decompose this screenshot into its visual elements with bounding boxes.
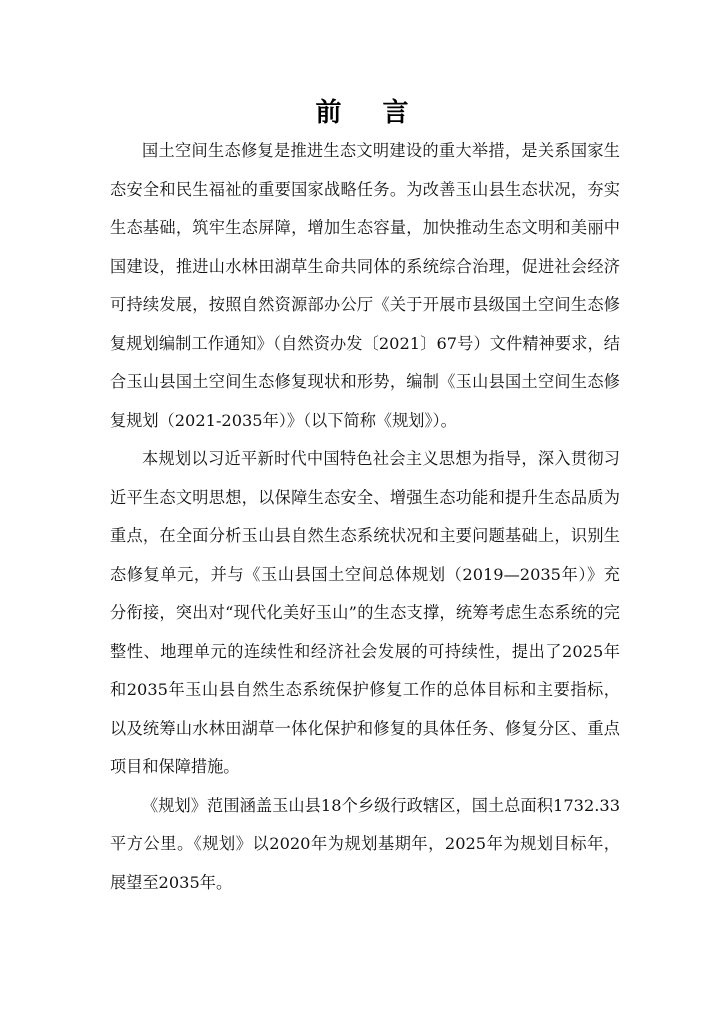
paragraph-1: 国土空间生态修复是推进生态文明建设的重大举措，是关系国家生态安全和民生福祉的重要国家战略任务。为改善玉山县生态状况，夯实生态基础，筑牢生态屏障，增加生态容量，加快推动生态文明和美丽中国建设，推进山水林田湖草生命共同体的系统综合治理，促进社会经济可持续发展，按照自然资源部办公厅《关于开展市县级国土空间生态修复规划编制工作通知》（自然资办发〔2021〕67号）文件精神要求，结合玉山县国土空间生态修复现状和形势，编制《玉山县国土空间生态修复规划（2021-2035年）》（以下简称《规划》）。 bbox=[110, 141, 620, 430]
paragraph-3: 《规划》范围涵盖玉山县18个乡级行政辖区，国土总面积1732.33平方公里。《规划》以2020年为规划基期年，2025年为规划目标年，展望至2035年。 bbox=[110, 795, 620, 892]
paragraph-2: 本规划以习近平新时代中国特色社会主义思想为指导，深入贯彻习近平生态文明思想，以保障生态安全、增强生态功能和提升生态品质为重点，在全面分析玉山县自然生态系统状况和主要问题基础上，识别生态修复单元，并与《玉山县国土空间总体规划（2019—2035年）》充分衔接，突出对“现代化美好玉山”的生态支撑，统筹考虑生态系统的完整性、地理单元的连续性和经济社会发展的可持续性，提出了2025年和2035年玉山县自然生态系统保护修复工作的总体目标和主要指标，以及统筹山水林田湖草一体化保护和修复的具体任务、修复分区、重点项目和保障措施。 bbox=[110, 449, 620, 776]
document-body bbox=[110, 132, 620, 902]
page-title: 前 言 bbox=[315, 98, 425, 128]
